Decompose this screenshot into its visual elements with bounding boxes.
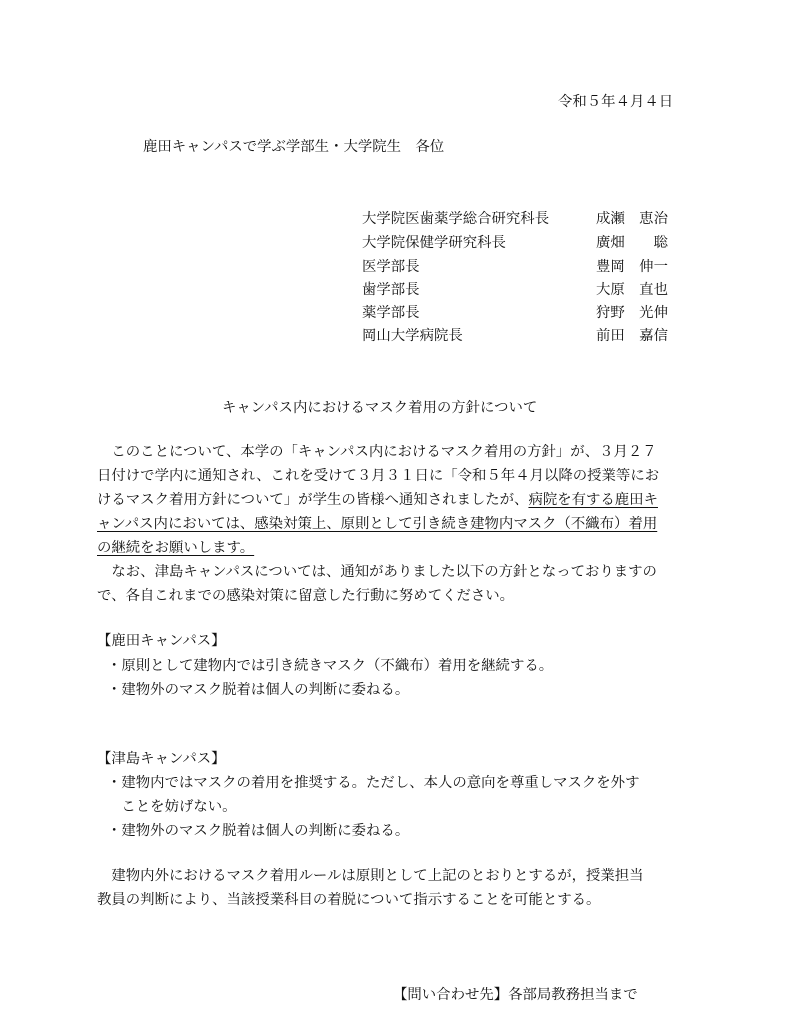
signer-name: 廣畑 聡 [596, 235, 668, 251]
contact-info: 【問い合わせ先】各部局教務担当まで [393, 987, 638, 1003]
policy-item: ・原則として建物内では引き続きマスク（不織布）着用を継続する。 [107, 658, 554, 674]
document-date: 令和５年４月４日 [558, 94, 674, 110]
underlined-request: 病院を有する鹿田キ [528, 492, 658, 508]
body-line: なお、津島キャンパスについては、通知がありました以下の方針となっておりますの [97, 564, 657, 580]
underlined-request: の継続をお願いします。 [97, 540, 255, 556]
body-line: 教員の判断により、当該授業科目の着脱について指示することを可能とする。 [97, 892, 601, 908]
signer-title: 岡山大学病院長 [362, 328, 463, 344]
signer-title: 歯学部長 [362, 282, 420, 298]
policy-item: ・建物外のマスク脱着は個人の判断に委ねる。 [107, 823, 410, 839]
body-line: 日付けで学内に通知され、これを受けて３月３１日に「令和５年４月以降の授業等にお [97, 468, 660, 484]
signer-name: 豊岡 伸一 [596, 259, 668, 275]
addressee: 鹿田キャンパスで学ぶ学部生・大学院生 各位 [143, 139, 445, 155]
signer-name: 狩野 光伸 [596, 305, 668, 321]
policy-item: ・建物外のマスク脱着は個人の判断に委ねる。 [107, 682, 410, 698]
policy-item: ことを妨げない。 [107, 799, 237, 815]
signer-title: 大学院保健学研究科長 [362, 235, 506, 251]
body-line: で、各自これまでの感染対策に留意した行動に努めてください。 [97, 588, 515, 604]
signer-title: 薬学部長 [362, 305, 420, 321]
tsushima-heading: 【津島キャンパス】 [97, 751, 226, 767]
policy-item: ・建物内ではマスクの着用を推奨する。ただし、本人の意向を尊重しマスクを外す [107, 775, 640, 791]
body-line: 建物内外におけるマスク着用ルールは原則として上記のとおりとするが，授業担当 [97, 868, 644, 884]
signer-title: 医学部長 [362, 259, 420, 275]
signer-name: 大原 直也 [596, 282, 668, 298]
body-line [97, 490, 658, 510]
body-line: このことについて、本学の「キャンパス内におけるマスク着用の方針」が、３月２７ [97, 444, 657, 460]
underlined-request: ャンパス内においては、感染対策上、原則として引き続き建物内マスク（不織布）着用 [97, 516, 658, 532]
body-text: けるマスク着用方針について」が学生の皆様へ通知されましたが、 [97, 492, 529, 508]
shikata-heading: 【鹿田キャンパス】 [97, 633, 226, 649]
signer-name: 前田 嘉信 [596, 328, 668, 344]
signer-title: 大学院医歯薬学総合研究科長 [362, 211, 550, 227]
document-subject: キャンパス内におけるマスク着用の方針について [222, 400, 538, 416]
signer-name: 成瀬 恵治 [596, 211, 668, 227]
